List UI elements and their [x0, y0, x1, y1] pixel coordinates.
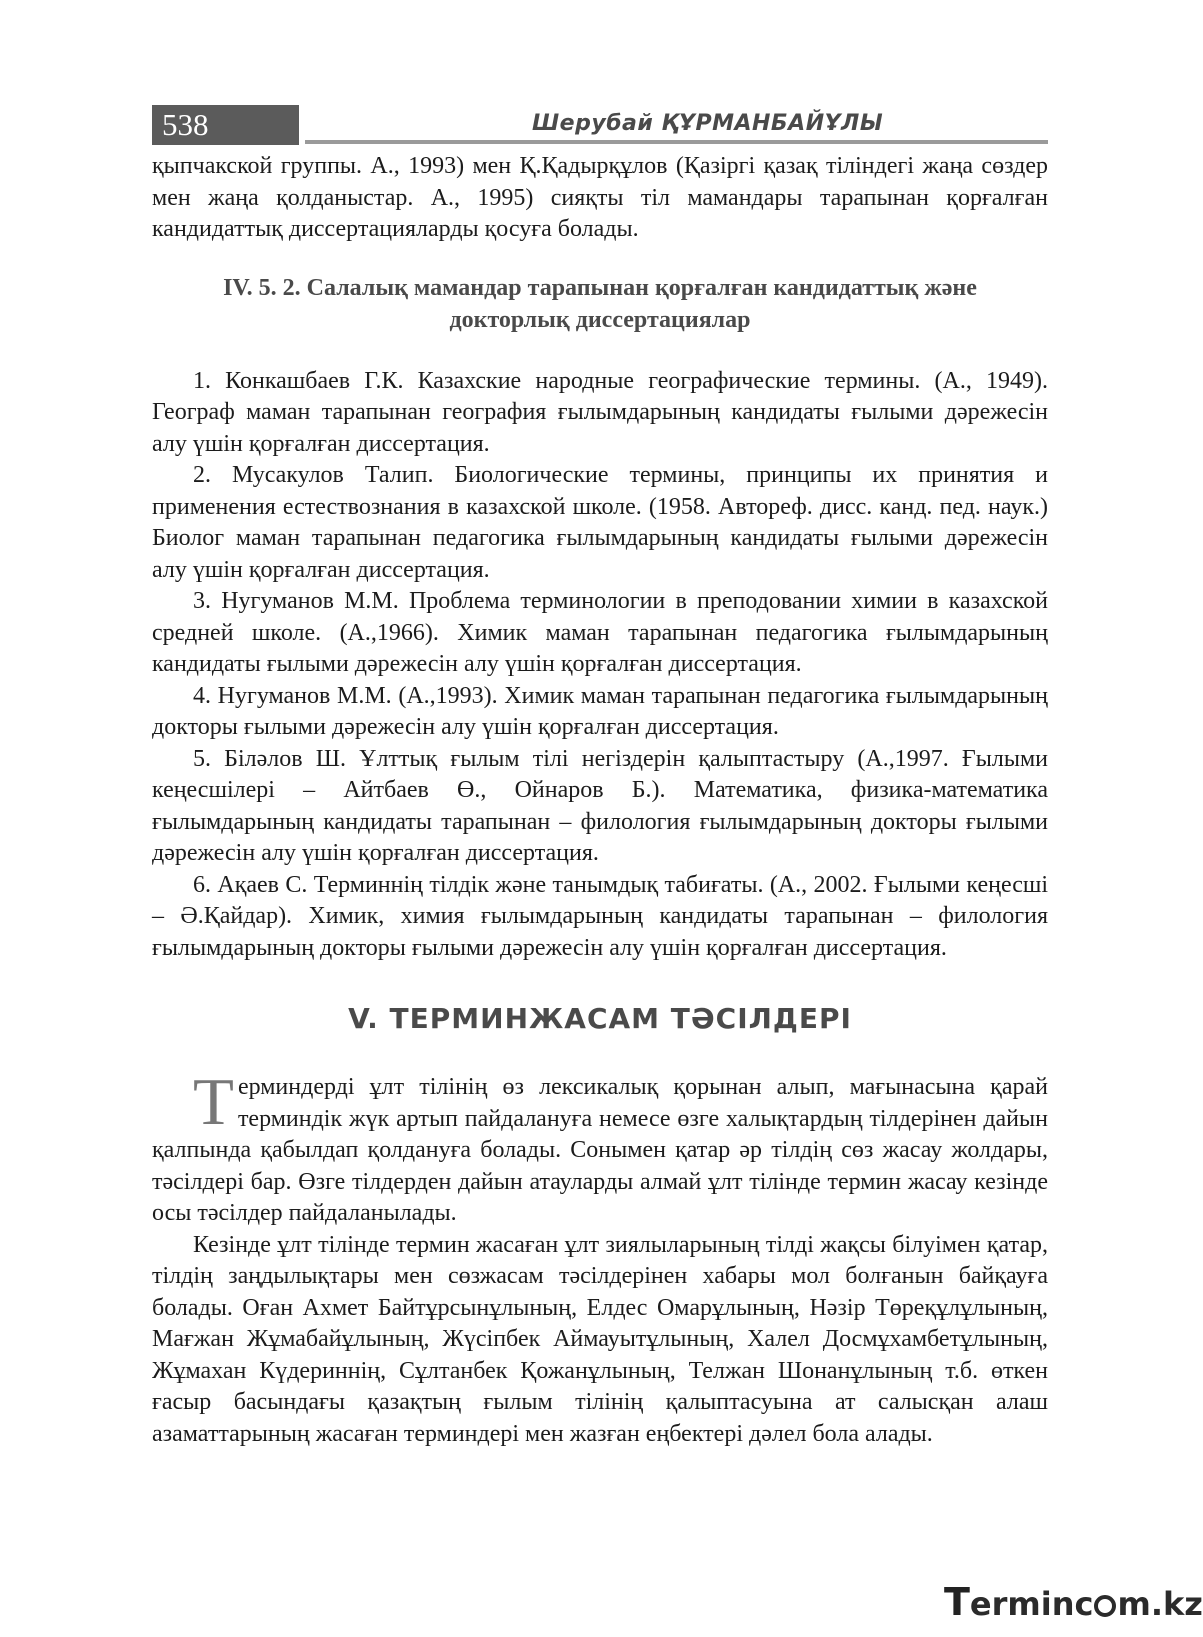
page-number-box — [152, 105, 299, 145]
drop-cap: Т — [193, 1065, 234, 1139]
page-number: 538 — [162, 107, 209, 142]
intro-paragraph: қыпчакской группы. А., 1993) мен Қ.Қадырқұлов (Қазіргі қазақ тіліндегі жаңа сөздер мен жаңа қолданыстар. А., 1995) сияқты тіл мамандары тарапынан қорғалған кандидаттық диссертацияларды қосуға болады. — [152, 153, 1048, 242]
watermark-letter: T — [944, 1580, 970, 1624]
list-item-5: 5. Біләлов Ш. Ұлттық ғылым тілі негіздерін қалыптастыру (А.,1997. Ғылыми кеңесшілері – Айтбаев Ө., Ойнаров Б.). Математика, физика-математика ғылымдарының кандидаты тарапынан – филология ғылымдарының докторы ғылыми дәрежесін алу үшін қорғалған диссертация. — [152, 745, 1048, 866]
section-paragraph-1 — [152, 1065, 1048, 1230]
section-title: V. ТЕРМИНЖАСАМ ТӘСІЛДЕРІ — [348, 1002, 852, 1035]
watermark-text-3: m.kz — [1117, 1585, 1203, 1623]
section-paragraph-1-text: ерминдерді ұлт тілінің өз лексикалық қорынан алып, мағынасына қарай терминдік жүк артып пайдалануға немесе өзге халықтардың тілдерінен дайын қалпында қабылдап қолдануға болады. Сонымен қатар әр тілдің сөз жасау жолдары, тәсілдері бар. Өзге тілдерден дайын атауларды алмай ұлт тілінде термин жасау кезінде осы тәсілдер пайдаланылады. — [152, 1074, 1048, 1226]
section-paragraph-2: Кезінде ұлт тілінде термин жасаған ұлт зиялыларының тілді жақсы білуімен қатар, тілдің заңдылықтары мен сөзжасам тәсілдерінен хабары мол болғанын байқауға болады. Оған Ахмет Байтұрсынұлының, Елдес Омарұлының, Нәзір Төреқұлұлының, Мағжан Жұмабайұлының, Жүсіпбек Аймауытұлының, Халел Досмұхамбетұлының, Жұмахан Күдериннің, Сұлтанбек Қожанұлының, Телжан Шонанұлының т.б. өткен ғасыр басындағы қазақтың ғылым тілінің қалыптасуына ат салысқан алаш азаматтарының жасаған терминдері мен жазған еңбектері дәлел бола алады. — [152, 1231, 1048, 1447]
subsection-heading: IV. 5. 2. Салалық мамандар тарапынан қорғалған кандидаттық және докторлық диссертациялар — [223, 274, 977, 333]
list-item-2: 2. Мусакулов Талип. Биологические термины, принципы их принятия и применения естествознания в казахской школе. (1958. Автореф. дисс. канд. пед. наук.) Биолог маман тарапынан педагогика ғылымдарының кандидаты ғылыми дәрежесін алу үшін қорғалған диссертация. — [152, 462, 1048, 583]
list-item-1: 1. Конкашбаев Г.К. Казахские народные географические термины. (А., 1949). Географ маман тарапынан география ғылымдарының кандидаты ғылыми дәрежесін алу үшін қорғалған диссертация. — [152, 367, 1048, 457]
running-header-author: Шерубай ҚҰРМАНБАЙҰЛЫ — [532, 111, 884, 136]
watermark-text-1: ermin — [969, 1585, 1075, 1623]
list-item-4: 4. Нугуманов М.М. (А.,1993). Химик маман тарапынан педагогика ғылымдарының докторы ғылыми дәрежесін алу үшін қорғалған диссертация. — [152, 682, 1048, 740]
watermark-text-2: c — [1074, 1585, 1094, 1623]
watermark-ring-icon — [1094, 1595, 1116, 1617]
page-body — [152, 151, 1048, 1450]
page-header — [152, 105, 1048, 147]
list-item-3: 3. Нугуманов М.М. Проблема терминологии в преподовании химии в казахской средней школе. (А.,1966). Химик маман тарапынан педагогика ғылымдарының кандидаты ғылыми дәрежесін алу үшін қорғалған диссертация. — [152, 588, 1048, 677]
list-item-6: 6. Ақаев С. Терминнің тілдік және танымдық табиғаты. (А., 2002. Ғылыми кеңесші – Ә.Қайдар). Химик, химия ғылымдарының кандидаты тарапынан – филология ғылымдарының докторы ғылыми дәрежесін алу үшін қорғалған диссертация. — [152, 871, 1048, 961]
header-rule — [305, 140, 1048, 144]
site-watermark — [944, 1582, 1203, 1624]
